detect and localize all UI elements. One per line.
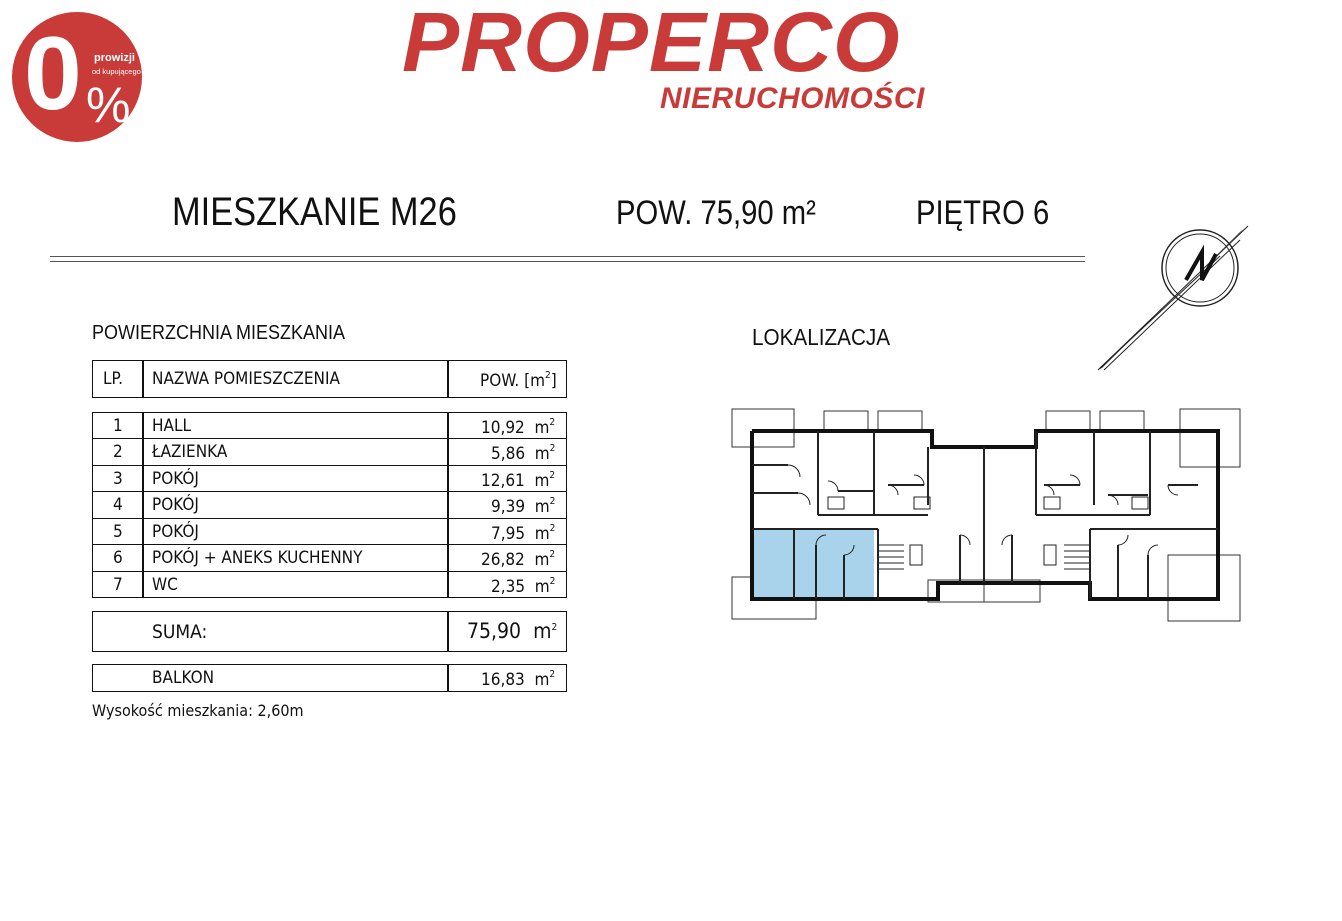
badge-percent: %: [86, 77, 131, 133]
north-arrow-icon: [1090, 218, 1260, 378]
brand-subtitle: NIERUCHOMOŚCI: [660, 82, 925, 115]
apartment-title: MIESZKANIE M26: [172, 190, 457, 234]
badge-line1: prowizji: [94, 52, 135, 64]
row-name: ŁAZIENKA: [152, 442, 228, 462]
row-name: WC: [152, 575, 178, 595]
highlighted-apartment: [752, 529, 874, 597]
row-name: HALL: [152, 416, 191, 436]
col-name: NAZWA POMIESZCZENIA: [152, 369, 340, 389]
commission-badge: [12, 12, 142, 142]
row-lp: 4: [113, 495, 123, 515]
header-rule-bottom: [50, 261, 1085, 262]
floor-plan: [728, 405, 1244, 627]
row-area: 12,61 $m^2$: [481, 470, 556, 491]
apartment-floor: PIĘTRO 6: [916, 194, 1050, 232]
row-area: 7,95 $m^2$: [491, 523, 556, 544]
location-section-title: LOKALIZACJA: [752, 324, 891, 350]
row-area: 26,82 $m^2$: [481, 549, 556, 570]
area-section-title: POWIERZCHNIA MIESZKANIA: [92, 322, 346, 344]
balcony-value: 16,83 $m^2$: [481, 669, 556, 690]
row-name: POKÓJ + ANEKS KUCHENNY: [152, 548, 363, 568]
badge-zero: 0: [24, 16, 78, 132]
sum-value: 75,90 $m^2$: [467, 619, 558, 643]
row-area: 10,92 $m^2$: [481, 417, 556, 438]
row-name: POKÓJ: [152, 522, 199, 542]
col-lp: LP.: [103, 369, 123, 389]
row-lp: 6: [113, 548, 123, 568]
row-area: 5,86 $m^2$: [491, 443, 556, 464]
badge-line2: od kupującego: [92, 67, 141, 76]
row-name: POKÓJ: [152, 495, 199, 515]
row-lp: 2: [113, 442, 123, 462]
header-rule-top: [50, 256, 1085, 257]
balcony-label: BALKON: [152, 668, 215, 688]
row-area: 9,39 $m^2$: [491, 496, 556, 517]
apartment-area: POW. 75,90 m²: [616, 194, 816, 232]
row-lp: 7: [113, 575, 123, 595]
row-name: POKÓJ: [152, 469, 199, 489]
row-area: 2,35 $m^2$: [491, 576, 556, 597]
row-lp: 3: [113, 469, 123, 489]
row-lp: 1: [113, 416, 123, 436]
col-area: POW. $[m^2]$: [480, 370, 557, 391]
row-lp: 5: [113, 522, 123, 542]
brand-logo: PROPERCO: [402, 0, 901, 89]
height-note: Wysokość mieszkania: 2,60m: [92, 701, 304, 720]
sum-label: SUMA:: [152, 621, 208, 643]
